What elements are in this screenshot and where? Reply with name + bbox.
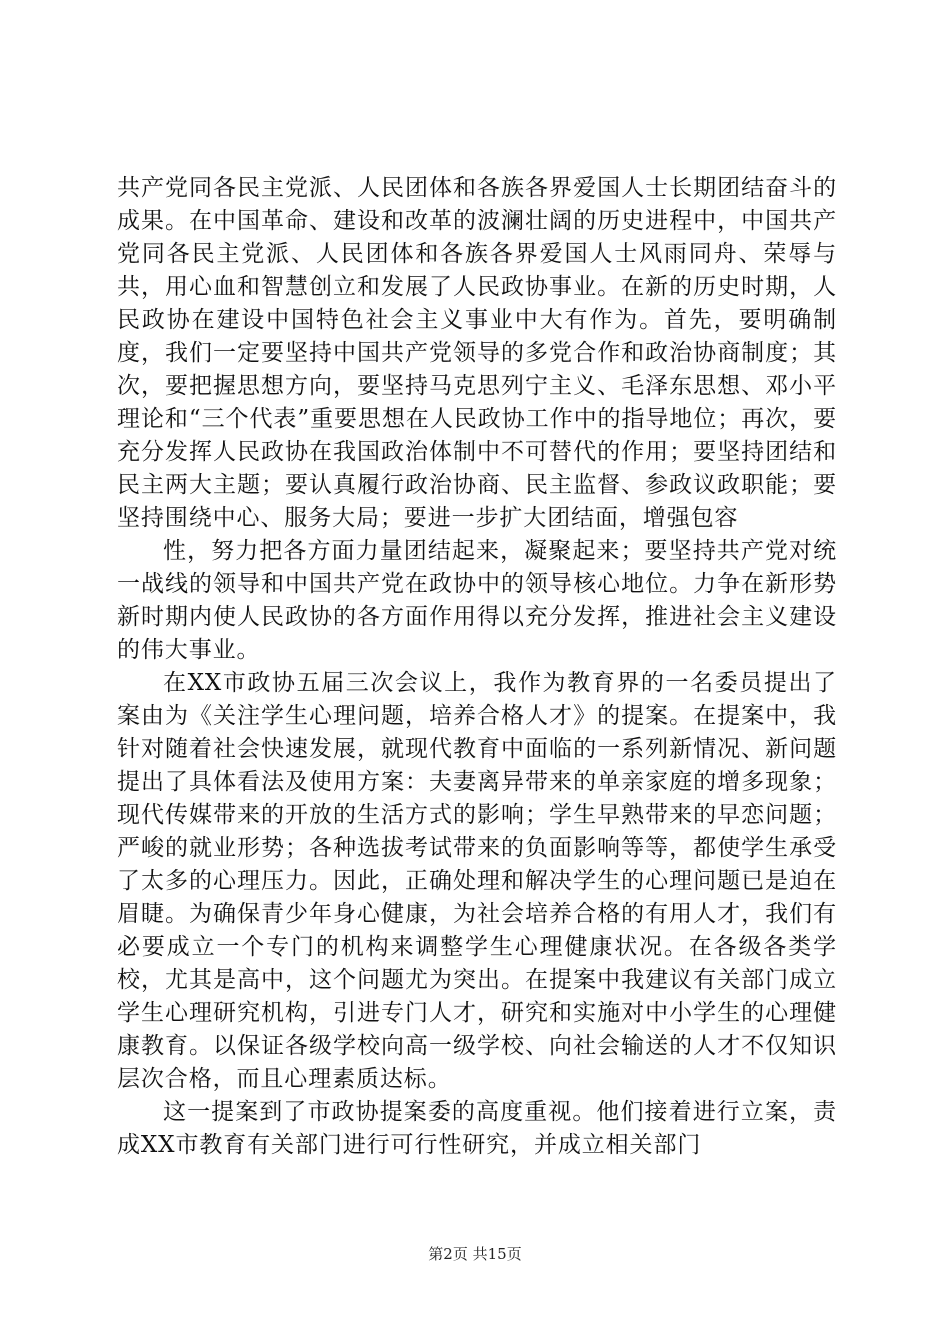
page-number: 第2页	[428, 1245, 468, 1263]
page-footer	[0, 1244, 950, 1264]
paragraph-1: 共产党同各民主党派、人民团体和各族各界爱国人士长期团结奋斗的成果。在中国革命、建设和改革的波澜壮阔的历史进程中，中国共产党同各民主党派、人民团体和各族各界爱国人士风雨同舟、荣辱与共，用心血和智慧创立和发展了人民政协事业。在新的历史时期，人民政协在建设中国特色社会主义事业中大有作为。首先，要明确制度，我们一定要坚持中国共产党领导的多党合作和政治协商制度；其次，要把握思想方向，要坚持马克思列宁主义、毛泽东思想、邓小平理论和“三个代表”重要思想在人民政协工作中的指导地位；再次，要充分发挥人民政协在我国政治体制中不可替代的作用；要坚持团结和民主两大主题；要认真履行政治协商、民主监督、参政议政职能；要坚持围绕中心、服务大局；要进一步扩大团结面，增强包容	[117, 175, 837, 531]
paragraph-2: 性，努力把各方面力量团结起来，凝聚起来；要坚持共产党对统一战线的领导和中国共产党在政协中的领导核心地位。力争在新形势新时期内使人民政协的各方面作用得以充分发挥，推进社会主义建设的伟大事业。	[117, 538, 837, 663]
page-total: 共15页	[472, 1245, 522, 1263]
paragraph-3: 在XX市政协五届三次会议上，我作为教育界的一名委员提出了案由为《关注学生心理问题，培养合格人才》的提案。在提案中，我针对随着社会快速发展，就现代教育中面临的一系列新情况、新问题提出了具体看法及使用方案：夫妻离异带来的单亲家庭的增多现象；现代传媒带来的开放的生活方式的影响；学生早熟带来的早恋问题；严峻的就业形势；各种选拔考试带来的负面影响等等，都使学生承受了太多的心理压力。因此，正确处理和解决学生的心理问题已是迫在眉睫。为确保青少年身心健康，为社会培养合格的有用人才，我们有必要成立一个专门的机构来调整学生心理健康状况。在各级各类学校，尤其是高中，这个问题尤为突出。在提案中我建议有关部门成立学生心理研究机构，引进专门人才，研究和实施对中小学生的心理健康教育。以保证各级学校向高一级学校、向社会输送的人才不仅知识层次合格，而且心理素质达标。	[117, 670, 837, 1092]
document-body	[117, 172, 837, 1162]
paragraph-4: 这一提案到了市政协提案委的高度重视。他们接着进行立案，责成XX市教育有关部门进行可行性研究，并成立相关部门	[117, 1099, 837, 1158]
